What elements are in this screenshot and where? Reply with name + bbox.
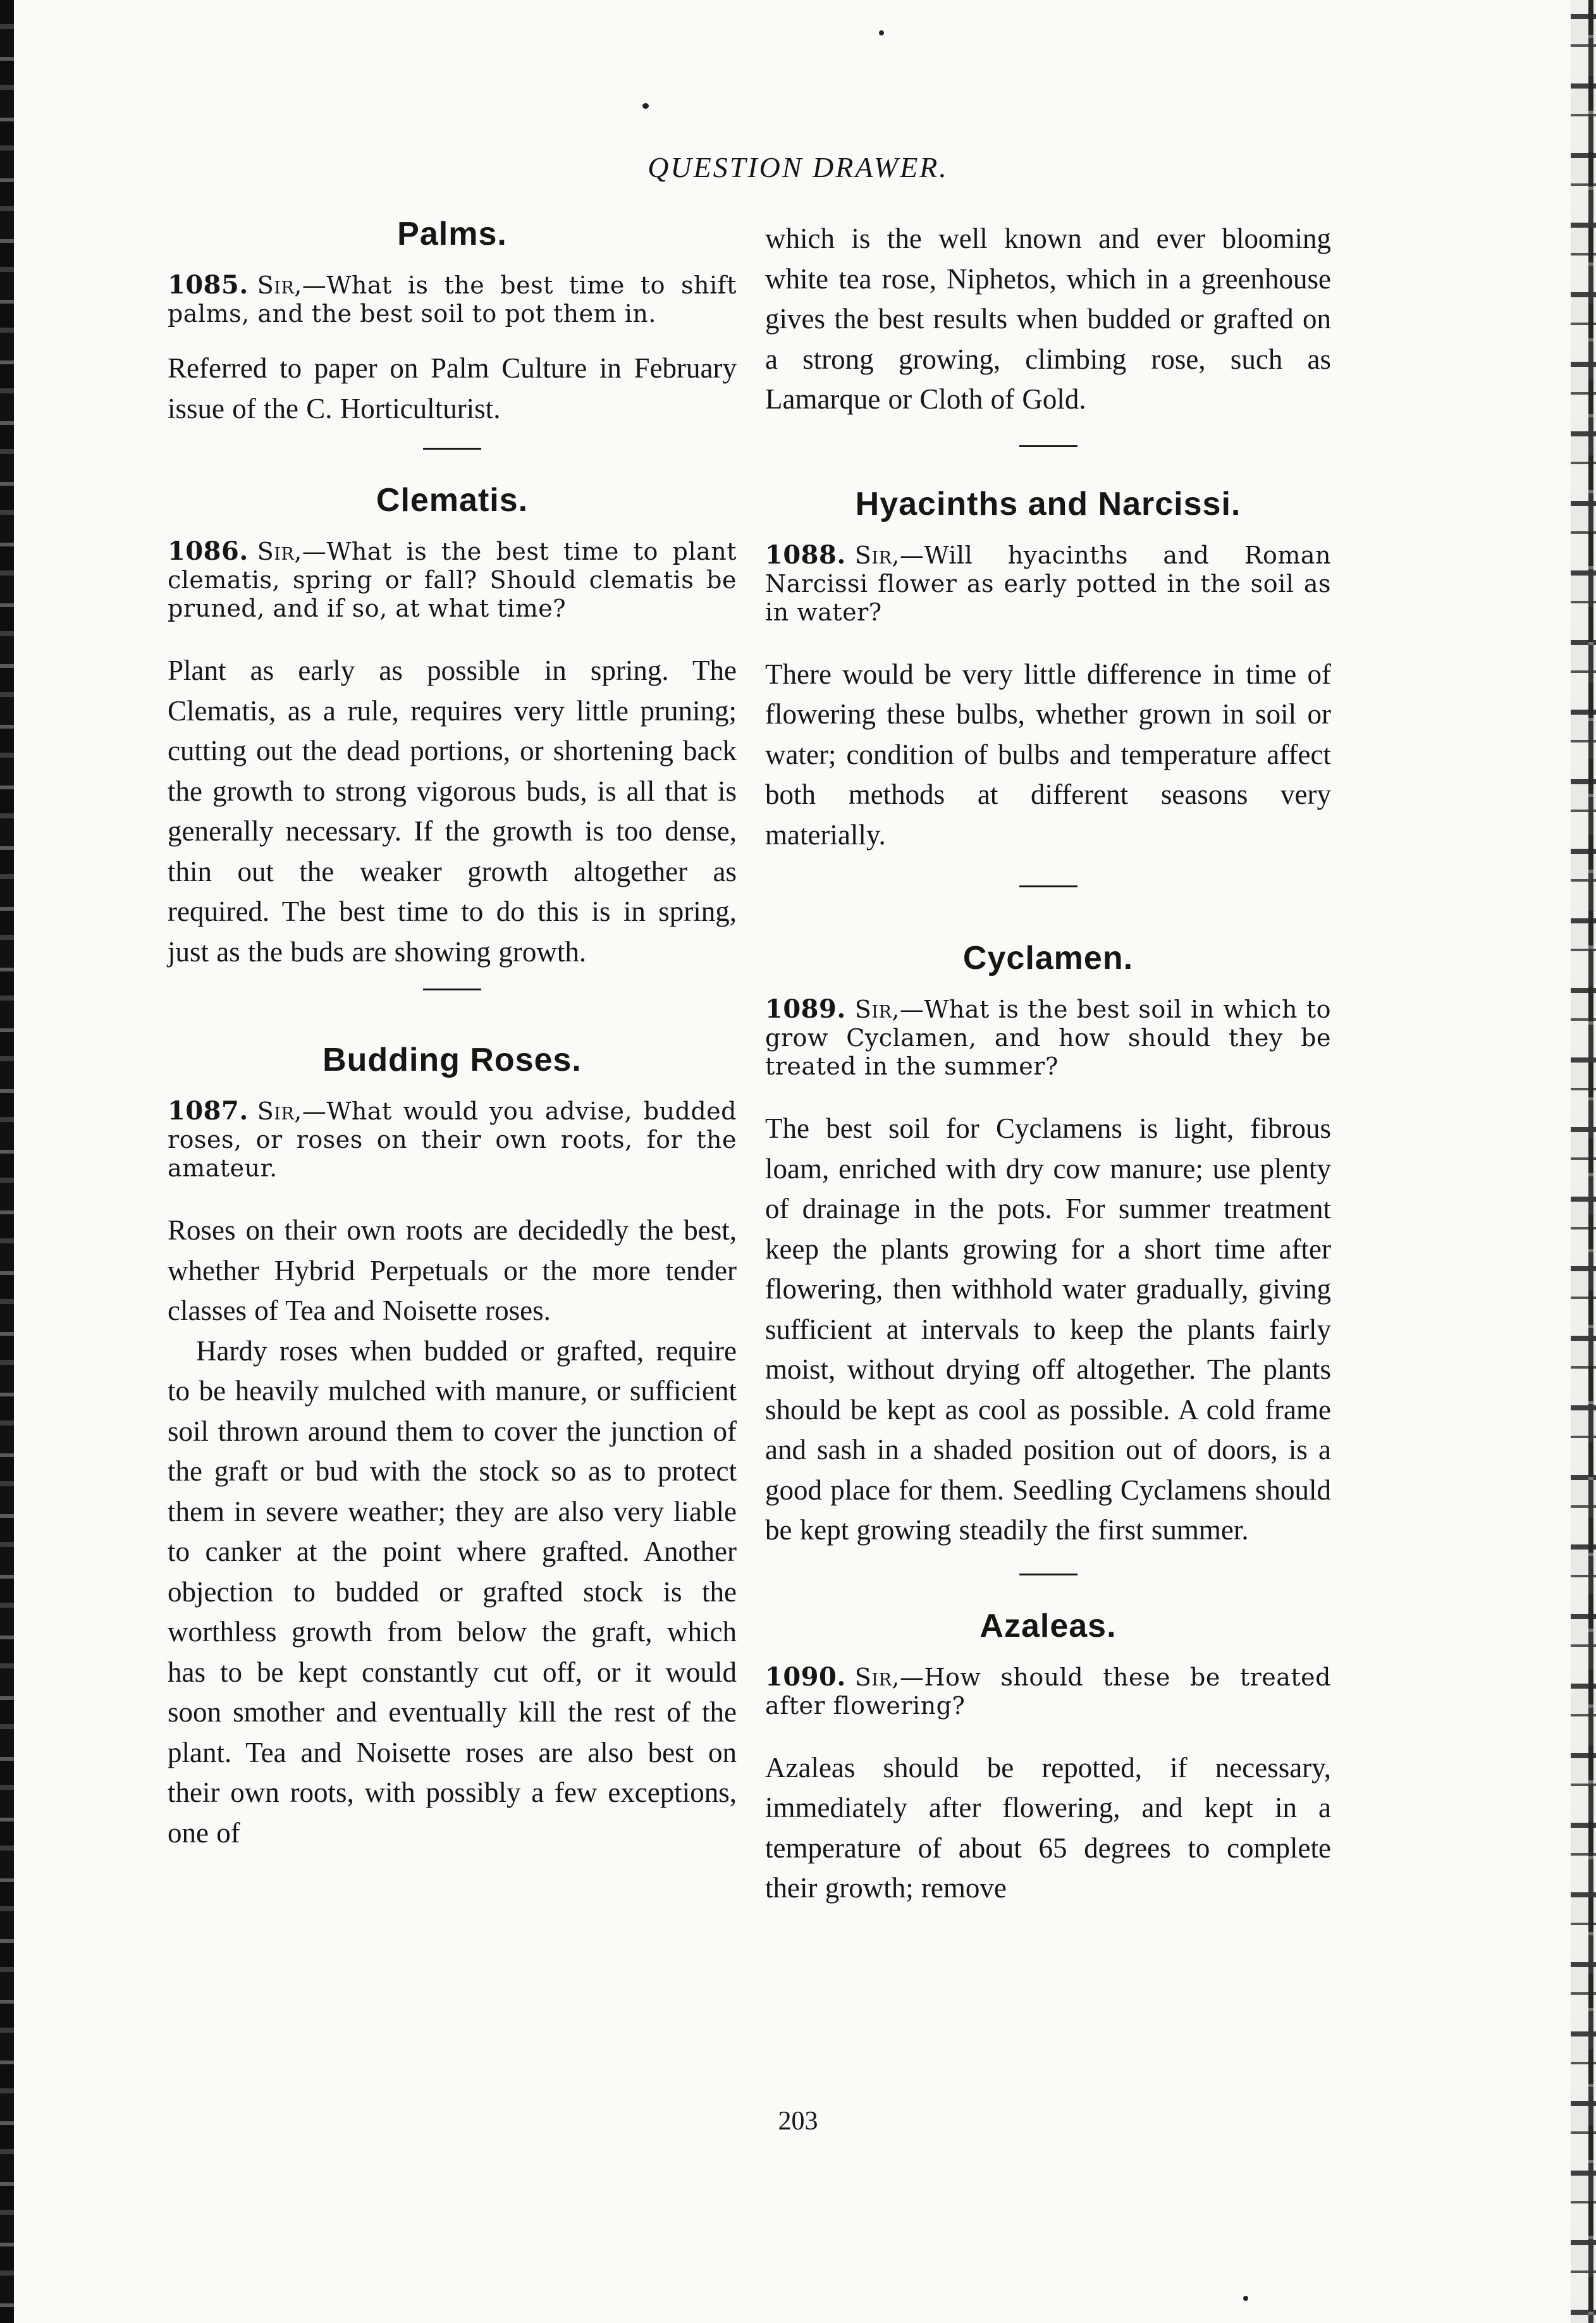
- question-salutation: Sir,: [854, 541, 900, 569]
- question-salutation: Sir,: [854, 995, 900, 1023]
- question-text: —What is the best soil in which to grow Cyclamen, and how should they be treated in the summer?: [765, 995, 1331, 1080]
- heading-cyclamen: Cyclamen.: [962, 940, 1134, 977]
- right-column: [765, 215, 1331, 1909]
- question-number: 1089.: [765, 994, 846, 1024]
- answer-clematis: Plant as early as possible in spring. The Clematis, as a rule, requires very little pruning; cutting out the dead portions, or shortening back the growth to strong vigorous buds, is all that is generally necessary. If the growth is too dense, thin out the weaker growth altogether as required. The best time to do this is in spring, just as the buds are showing growth.: [168, 655, 737, 968]
- question-number: 1087.: [168, 1096, 249, 1126]
- scan-speck: [1243, 2296, 1248, 2301]
- question-budding-roses: [168, 1097, 737, 1183]
- question-text: —What is the best time to shift palms, and the best soil to pot them in.: [168, 271, 737, 328]
- scan-speck: [879, 30, 884, 35]
- question-number: 1090.: [765, 1661, 846, 1692]
- scan-edge-right: [1571, 0, 1596, 2323]
- scan-speck: [642, 103, 649, 109]
- question-cyclamen: [765, 995, 1331, 1081]
- answer-cyclamen: The best soil for Cyclamens is light, fibrous loam, enriched with dry cow manure; use plenty of drainage in the pots. For summer treatment keep the plants growing for a short time after flowering, then withhold water gradually, giving sufficient at intervals to keep the plants fairly moist, without drying off altogether. The plants should be kept as cool as possible. A cold frame and sash in a shaded position out of doors, is a good place for them. Seedling Cyclamens should be kept growing steadily the first summer.: [765, 1112, 1331, 1546]
- question-text: —Will hyacinths and Roman Narcissi flower as early potted in the soil as in water?: [765, 541, 1331, 626]
- answer-budding-roses-p1: Roses on their own roots are decidedly the best, whether Hybrid Perpetuals or the more tender classes of Tea and Noisette roses.: [168, 1214, 737, 1326]
- question-hyacinths: [765, 541, 1331, 627]
- heading-azaleas: Azaleas.: [979, 1607, 1117, 1644]
- answer-budding-roses-continued: which is the well known and ever blooming white tea rose, Niphetos, which in a greenhouse gives the best results when budded or grafted on a strong growing, climbing rose, such as Lamarque or Cloth of Gold.: [765, 223, 1331, 415]
- answer-palms: Referred to paper on Palm Culture in February issue of the C. Horticulturist.: [168, 352, 737, 424]
- section-divider: [1019, 885, 1077, 887]
- question-number: 1085.: [168, 270, 249, 300]
- scan-edge-left: [0, 0, 14, 2323]
- heading-budding-roses: Budding Roses.: [322, 1042, 582, 1078]
- section-divider: [1019, 445, 1077, 447]
- question-text: —How should these be treated after flowering?: [765, 1663, 1331, 1720]
- question-salutation: Sir,: [257, 271, 302, 299]
- question-palms: [168, 271, 737, 328]
- answer-azaleas: Azaleas should be repotted, if necessary, immediately after flowering, and kept in a temperature of about 65 degrees to complete their growth; remove: [765, 1751, 1331, 1904]
- page-number: 203: [778, 2107, 818, 2136]
- heading-clematis: Clematis.: [376, 482, 529, 519]
- running-head: QUESTION DRAWER.: [648, 151, 948, 183]
- answer-hyacinths: There would be very little difference in time of flowering these bulbs, whether grown in soil or water; condition of bulbs and temperature affect both methods at different seasons very materially.: [765, 658, 1331, 851]
- question-number: 1086.: [168, 536, 249, 566]
- heading-palms: Palms.: [397, 216, 507, 252]
- question-text: —What is the best time to plant clematis, spring or fall? Should clematis be pruned, and if so, at what time?: [168, 538, 737, 622]
- heading-hyacinths: Hyacinths and Narcissi.: [855, 485, 1241, 522]
- question-azaleas: [765, 1663, 1331, 1720]
- question-salutation: Sir,: [257, 538, 302, 565]
- answer-budding-roses-p2: Hardy roses when budded or grafted, require to be heavily mulched with manure, or sufficient soil thrown around them to cover the junction of the graft or bud with the stock so as to protect them in severe weather; they are also very liable to canker at the point where grafted. Another objection to budded or grafted stock is the worthless growth from below the graft, which has to be kept constantly cut off, or it would soon smother and eventually kill the rest of the plant. Tea and Noisette roses are also best on their own roots, with possibly a few exceptions, one of: [168, 1334, 737, 1849]
- question-clematis: [168, 537, 737, 623]
- question-number: 1088.: [765, 539, 846, 570]
- left-column: [168, 215, 737, 1853]
- question-salutation: Sir,: [257, 1097, 302, 1125]
- question-salutation: Sir,: [854, 1663, 900, 1691]
- section-divider: [1019, 1574, 1077, 1575]
- section-divider: [423, 448, 481, 450]
- question-text: —What would you advise, budded roses, or roses on their own roots, for the amateur.: [168, 1097, 737, 1182]
- section-divider: [423, 989, 481, 990]
